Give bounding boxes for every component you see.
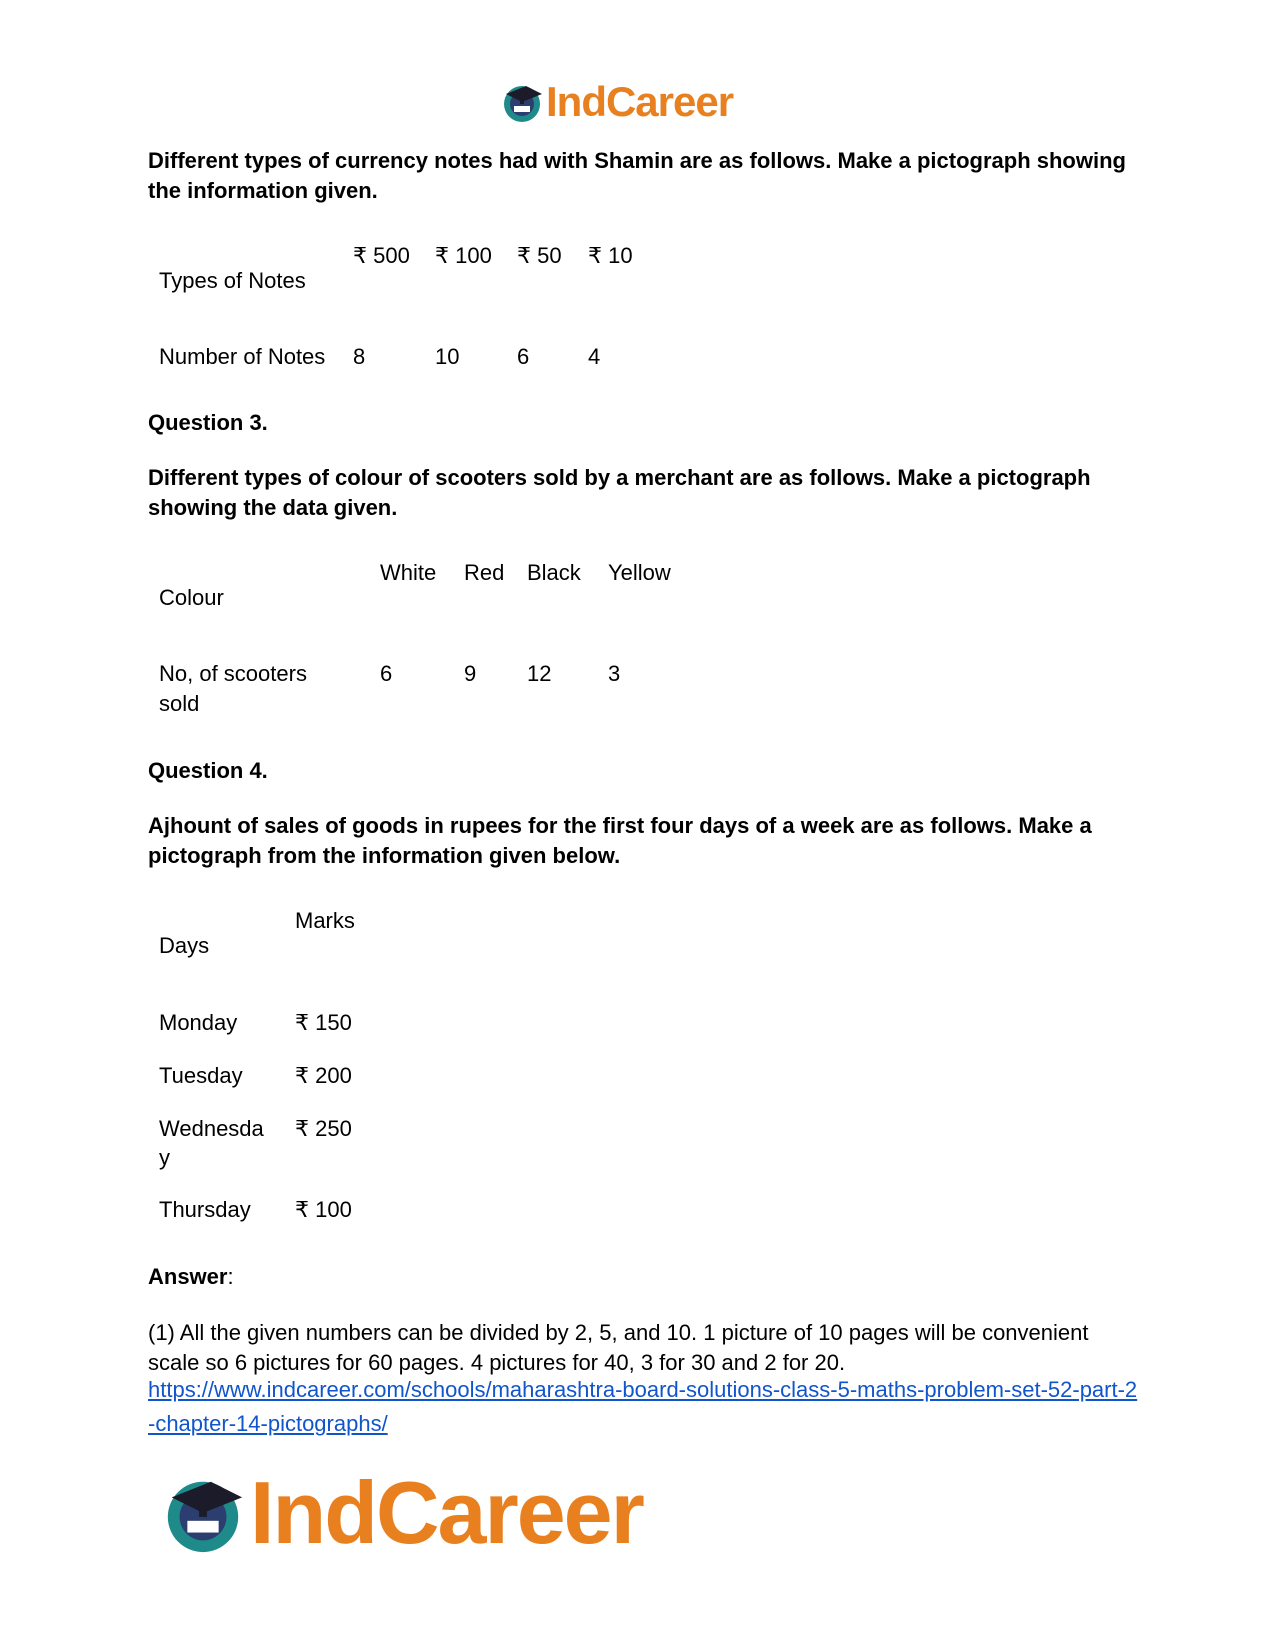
q4-day: y: [159, 1145, 170, 1170]
q4-day: Monday: [159, 1010, 238, 1035]
footer-logo: [160, 1465, 643, 1561]
q3-value: 9: [464, 661, 477, 686]
q3-value: 12: [527, 661, 552, 686]
answer-colon: :: [227, 1264, 234, 1289]
graduation-cap-icon: [160, 1470, 246, 1556]
answer-heading: [148, 1262, 234, 1292]
q2-header: ₹ 500: [353, 243, 410, 268]
q3-header: White: [380, 560, 437, 585]
brand-name: IndCareer: [546, 78, 734, 125]
q4-amount: ₹ 250: [295, 1116, 352, 1141]
q4-amount: ₹ 150: [295, 1010, 352, 1035]
q4-day: Wednesda: [159, 1116, 264, 1141]
q2-value: 8: [353, 344, 366, 369]
source-link[interactable]: https://www.indcareer.com/schools/maharashtra-board-solutions-class-5-maths-problem-set-52-part-2-chapter-14-pictographs/: [148, 1377, 1138, 1436]
q4-col1-label: Days: [159, 933, 210, 958]
q2-value: 10: [435, 344, 460, 369]
q3-value: 3: [608, 661, 621, 686]
graduation-cap-icon: [500, 80, 544, 124]
q3-header: Black: [527, 560, 581, 585]
q2-row1-label: Types of Notes: [159, 268, 306, 293]
q3-text: Different types of colour of scooters sold by a merchant are as follows. Make a pictograph showing the data given.: [148, 465, 1091, 520]
brand-name: IndCareer: [250, 1463, 643, 1562]
q3-heading: Question 3.: [148, 410, 268, 435]
header-logo: [500, 78, 733, 126]
answer-text: (1) All the given numbers can be divided by 2, 5, and 10. 1 picture of 10 pages will be convenient scale so 6 pictures for 60 pages. 4 pictures for 40, 3 for 30 and 2 for 20.: [148, 1320, 1089, 1375]
q2-header: ₹ 50: [517, 243, 562, 268]
q3-header: Red: [464, 560, 505, 585]
q4-col2-label: Marks: [295, 908, 355, 933]
q4-text: Ajhount of sales of goods in rupees for the first four days of a week are as follows. Make a pictograph from the information given below.: [148, 813, 1092, 868]
q4-day: Thursday: [159, 1197, 251, 1222]
q2-row2-label: Number of Notes: [159, 344, 326, 369]
q3-row1-label: Colour: [159, 585, 224, 610]
q2-text: Different types of currency notes had with Shamin are as follows. Make a pictograph showing the information given.: [148, 148, 1126, 203]
q2-value: 4: [588, 344, 601, 369]
answer-label: Answer: [148, 1264, 228, 1289]
q4-day: Tuesday: [159, 1063, 243, 1088]
q2-header: ₹ 10: [588, 243, 633, 268]
q4-amount: ₹ 100: [295, 1197, 352, 1222]
q2-header: ₹ 100: [435, 243, 492, 268]
q3-header: Yellow: [608, 560, 671, 585]
q3-value: 6: [380, 661, 393, 686]
q2-value: 6: [517, 344, 530, 369]
q3-row2-label: sold: [159, 691, 200, 716]
q3-row2-label: No, of scooters: [159, 661, 307, 686]
q4-amount: ₹ 200: [295, 1063, 352, 1088]
q4-heading: Question 4.: [148, 758, 268, 783]
